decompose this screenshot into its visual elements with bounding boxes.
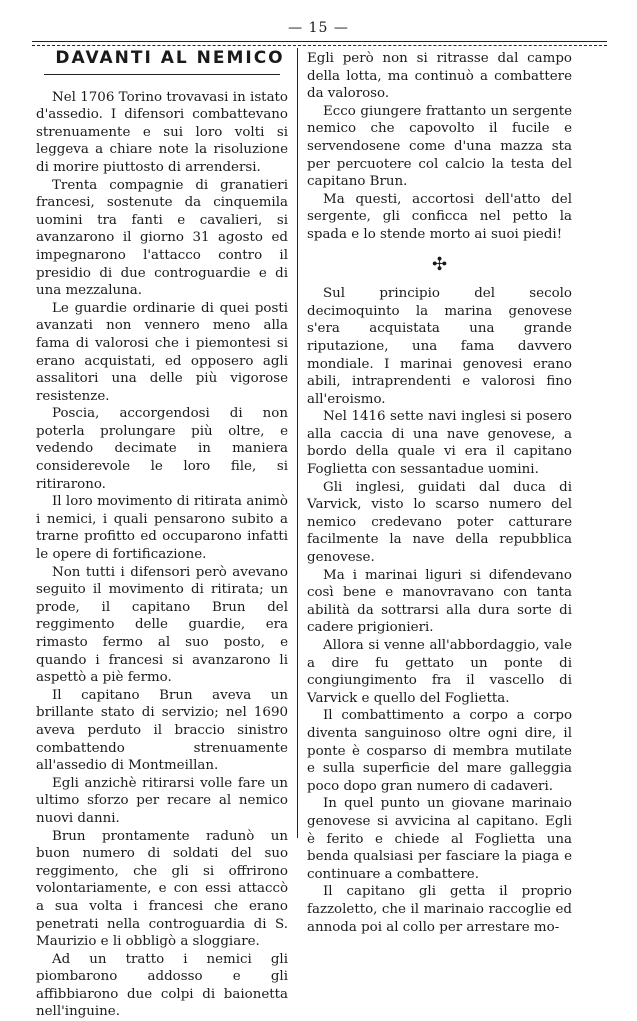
right-column	[307, 50, 572, 936]
paragraph: Ad un tratto i nemici gli piombarono addosso e gli affibbiarono due colpi di baionetta nell'inguine.	[36, 951, 288, 1020]
page-number: — 15 —	[288, 20, 349, 36]
paragraph: Il combattimento a corpo a corpo diventa sanguinoso oltre ogni dire, il ponte è cosparso di membra mutilate e sulla superficie del mare galleggia poco dopo gran numero di cadaveri.	[307, 708, 572, 794]
paragraph: Trenta compagnie di granatieri francesi, sostenute da cinquemila uomini tra fanti e cavalieri, si avanzarono il giorno 31 agosto ed impegnarono l'attacco contro il presidio di due controguardie e di una mezzaluna.	[36, 177, 288, 299]
paragraph: Ecco giungere frattanto un sergente nemico che capovolto il fucile e servendosene come d'una mazza sta per percuotere col calcio la testa del capitano Brun.	[307, 103, 572, 190]
paragraph: Nel 1706 Torino trovavasi in istato d'assedio. I difensori combattevano strenuamente e sui loro volti si leggeva a chiare note la risoluzione di morire piuttosto di arrendersi.	[36, 89, 288, 175]
paragraph: Allora si venne all'abbordaggio, vale a dire fu gettato un ponte di congiungimento fra il vascello di Varvick e quello del Foglietta.	[307, 638, 572, 706]
paragraph: Poscia, accorgendosi di non poterla prolungare più oltre, e vedendo decimate in maniera considerevole le loro file, si ritirarono.	[36, 406, 288, 492]
paragraph: Ma questi, accortosi dell'atto del sergente, gli conficca nel petto la spada e lo stende morto ai suoi piedi!	[307, 191, 572, 242]
paragraph: Egli anzichè ritirarsi volle fare un ultimo sforzo per recare al nemico nuovi danni.	[36, 775, 288, 826]
paragraph: Le guardie ordinarie di quei posti avanzati non vennero meno alla fama di valorosi che i piemontesi si erano acquistati, ed opposero agli assalitori una delle più vigorose resistenze.	[36, 300, 288, 404]
paragraph: Il capitano gli getta il proprio fazzoletto, che il marinaio raccoglie ed annoda poi al collo per arrestare mo-	[307, 884, 572, 935]
paragraph-continuation: Egli però non si ritrasse dal campo della lotta, ma continuò a combattere da valoroso.	[307, 51, 572, 102]
header-rule	[32, 41, 607, 42]
paragraph: In quel punto un giovane marinaio genovese si avvicina al capitano. Egli è ferito e chiede al Foglietta una benda qualsiasi per fasciare la piaga e continuare a combattere.	[307, 796, 572, 882]
header-rule-dashed	[32, 45, 607, 46]
paragraph: Sul principio del secolo decimoquinto la marina genovese s'era acquistata una grande riputazione, una fama davvero mondiale. I marinai genovesi erano abili, intraprendenti e valorosi fino all'eroismo.	[307, 286, 572, 407]
section-ornament-icon: ✣	[431, 253, 448, 275]
paragraph: Gli inglesi, guidati dal duca di Varvick, visto lo scarso numero del nemico credevano poter catturare facilmente la nave della repubblica genovese.	[307, 479, 572, 566]
paragraph: Non tutti i difensori però avevano seguito il movimento di ritirata; un prode, il capitano Brun del reggimento delle guardie, era rimasto fermo al suo posto, e quando i francesi si avanzarono li aspettò a piè fermo.	[36, 564, 288, 686]
title-underline	[44, 74, 280, 75]
paragraph: Il capitano Brun aveva un brillante stato di servizio; nel 1690 aveva perduto il braccio sinistro combattendo strenuamente all'assedio di Montmeillan.	[36, 687, 288, 774]
paragraph: Nel 1416 sette navi inglesi si posero alla caccia di una nave genovese, a bordo della quale vi era il capitano Foglietta con sessantadue uomini.	[307, 409, 572, 478]
column-separator	[297, 48, 298, 838]
paragraph: Il loro movimento di ritirata animò i nemici, i quali pensarono subito a trarne profitto ed occuparono infatti le opere di fortificazione.	[36, 494, 288, 563]
paragraph: Ma i marinai liguri si difendevano così bene e manovravano con tanta abilità da sottrarsi alla dura sorte di cadere prigionieri.	[307, 567, 572, 636]
left-column	[36, 50, 288, 1021]
article-title: DAVANTI AL NEMICO	[55, 48, 285, 68]
paragraph: Brun prontamente radunò un buon numero di soldati del suo reggimento, che gli si offrirono volontariamente, e con essi attaccò a sua volta i francesi che erano penetrati nella controguardia di S. Maurizio e li obbligò a sloggiare.	[36, 828, 288, 950]
